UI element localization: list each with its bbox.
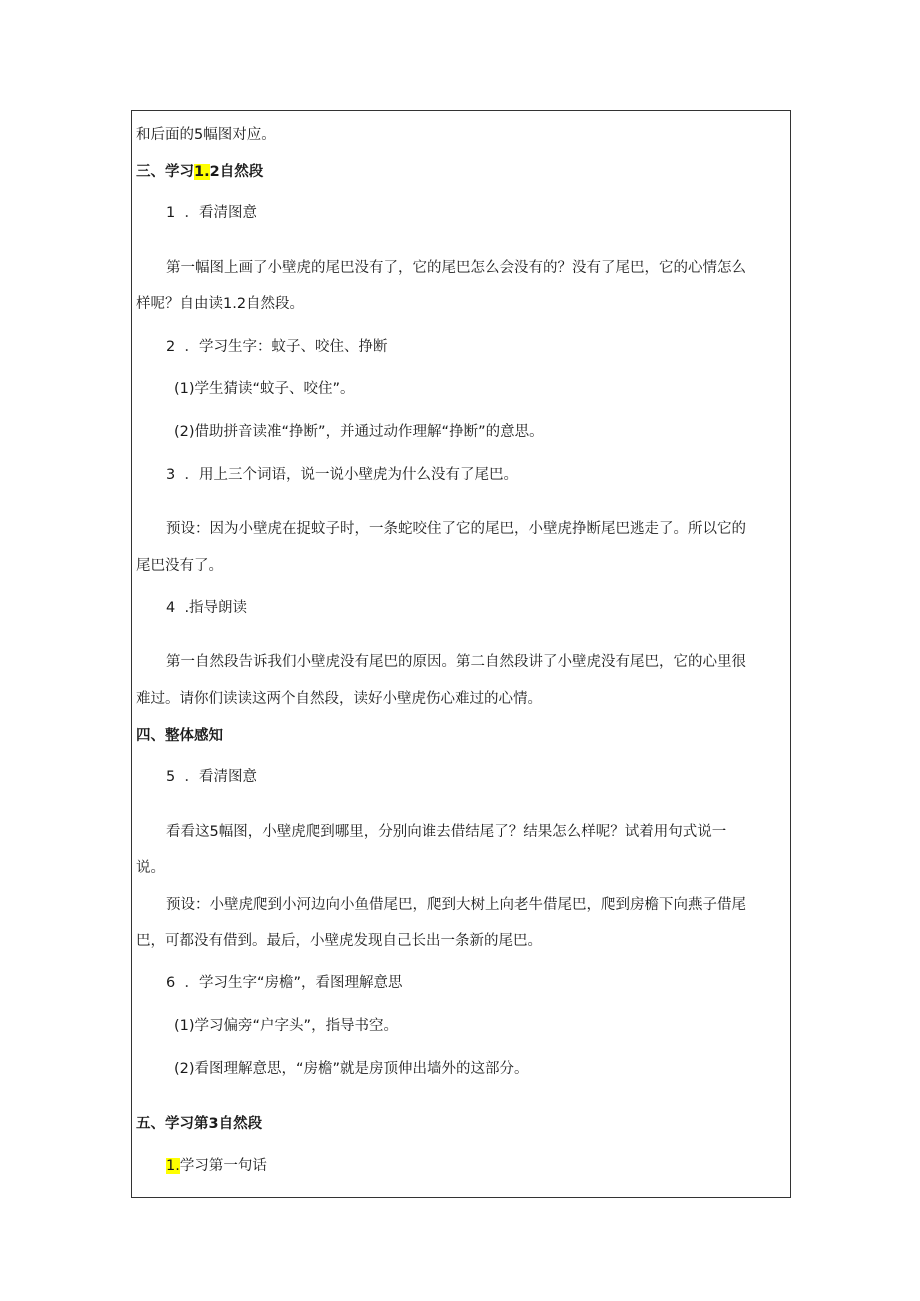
list-item: 1 ．看清图意 <box>166 205 257 221</box>
text-line: 样呢？自由读1.2自然段。 <box>136 296 305 312</box>
text-line: 看看这5幅图，小壁虎爬到哪里，分别向谁去借结尾了？结果怎么样呢？试着用句式说一 <box>166 824 727 840</box>
list-item: 4 .指导朗读 <box>166 600 248 616</box>
list-item: 3 ．用上三个词语，说一说小壁虎为什么没有了尾巴。 <box>166 467 518 483</box>
list-item: 2 ．学习生字：蚊子、咬住、挣断 <box>166 339 388 355</box>
text-line: 第一幅图上画了小壁虎的尾巴没有了，它的尾巴怎么会没有的？没有了尾巴，它的心情怎么 <box>166 260 746 276</box>
list-item: 6 ．学习生字“房檐”，看图理解意思 <box>166 975 403 991</box>
list-item <box>166 1157 267 1175</box>
text-line: 巴，可都没有借到。最后，小壁虎发现自己长出一条新的尾巴。 <box>136 933 542 949</box>
highlighted-text: 1. <box>166 1158 180 1174</box>
text-line: 预设：小壁虎爬到小河边向小鱼借尾巴，爬到大树上向老牛借尾巴，爬到房檐下向燕子借尾 <box>166 897 746 913</box>
section-heading-5: 五、学习第3自然段 <box>136 1116 263 1132</box>
text-line: 和后面的5幅图对应。 <box>136 127 276 143</box>
list-item: 5 ．看清图意 <box>166 769 257 785</box>
text-line: 难过。请你们读读这两个自然段，读好小壁虎伤心难过的心情。 <box>136 691 542 707</box>
sub-item: (2)借助拼音读准“挣断”，并通过动作理解“挣断”的意思。 <box>174 424 544 440</box>
text-line: 尾巴没有了。 <box>136 558 223 574</box>
heading-text: 2自然段 <box>209 164 264 180</box>
heading-text: 三、学习 <box>136 164 194 180</box>
text-line: 说。 <box>136 860 165 876</box>
highlighted-text: 1. <box>194 164 210 180</box>
sub-item: (1)学习偏旁“户字头”，指导书空。 <box>174 1018 399 1034</box>
sub-item: (1)学生猜读“蚊子、咬住”。 <box>174 381 355 397</box>
sub-item: (2)看图理解意思，“房檐”就是房顶伸出墙外的这部分。 <box>174 1061 529 1077</box>
section-heading-4: 四、整体感知 <box>136 728 223 744</box>
section-heading-3 <box>136 163 263 181</box>
item-text: 学习第一句话 <box>179 1158 267 1174</box>
text-line: 第一自然段告诉我们小壁虎没有尾巴的原因。第二自然段讲了小壁虎没有尾巴，它的心里很 <box>166 654 746 670</box>
text-line: 预设：因为小壁虎在捉蚊子时，一条蛇咬住了它的尾巴，小壁虎挣断尾巴逃走了。所以它的 <box>166 521 746 537</box>
